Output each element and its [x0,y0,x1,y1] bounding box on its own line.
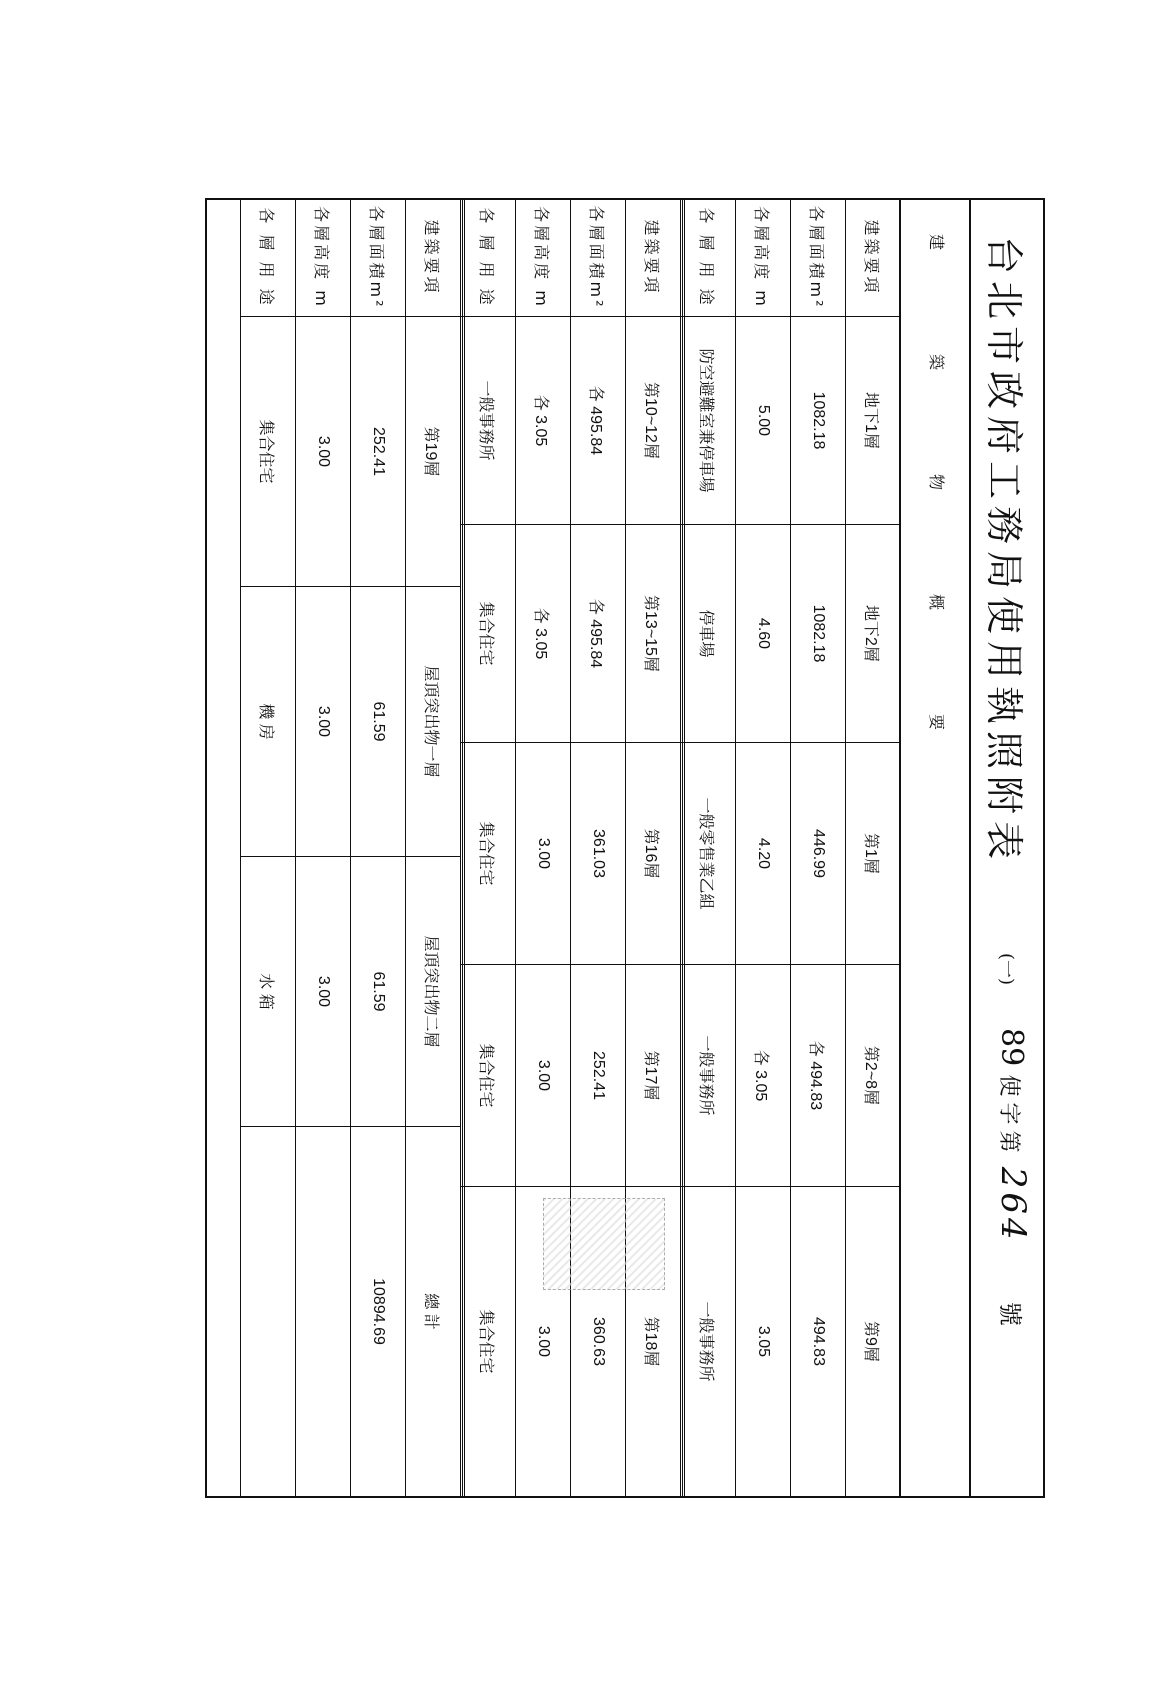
license-word: 使字第 [996,1074,1021,1159]
table-cell: 446.99 [791,743,846,965]
table-cell: 一般事務所 [461,317,516,525]
table-cell: 防空避難室兼停車場 [681,317,736,525]
table-cell: 252.41 [571,965,626,1187]
row-header: 各層面積m² [791,199,846,317]
table-cell: 各 3.05 [736,965,791,1187]
row-header: 各層面積m² [571,199,626,317]
table-cell: 3.00 [296,317,351,587]
row-header: 各 層 用 途 [461,199,516,317]
table-row [736,199,791,1497]
license-suffix: 號 [996,1301,1024,1326]
table-cell: 1082.18 [791,525,846,743]
floors-table-2 [460,198,681,1497]
table-cell: 停車場 [681,525,736,743]
table-cell: 地下2層 [846,525,901,743]
table-cell [296,1127,351,1497]
table-cell: 集合住宅 [461,525,516,743]
table-cell: 第2~8層 [846,965,901,1187]
table-cell: 3.05 [736,1187,791,1497]
table-cell: 各 495.84 [571,317,626,525]
row-header: 各層面積m² [351,199,406,317]
section-label [899,198,971,1498]
document-subtitle: (一) [996,953,1017,986]
table-row [571,199,626,1497]
row-header: 各 層 用 途 [681,199,736,317]
table-cell: 各 3.05 [516,317,571,525]
section-label-char: 概 [927,594,946,611]
row-header: 各 層 用 途 [241,199,296,317]
table-cell: 3.00 [516,965,571,1187]
table-separator [462,198,465,1498]
table-cell: 一般事務所 [681,1187,736,1497]
section-label-char: 物 [927,474,946,491]
table-cell: 第19層 [406,317,461,587]
table-cell: 集合住宅 [461,1187,516,1497]
table-cell: 61.59 [351,857,406,1127]
table-cell: 一般事務所 [681,965,736,1187]
table-cell: 一般零售業乙組 [681,743,736,965]
table-cell: 3.00 [516,743,571,965]
table-cell: 集合住宅 [241,317,296,587]
license-number [993,1028,1033,1326]
table-cell: 屋頂突出物一層 [406,587,461,857]
table-cell: 5.00 [736,317,791,525]
license-serial: 264 [993,1166,1033,1244]
table-cell: 3.00 [296,587,351,857]
floors-table-3 [240,198,461,1497]
table-row [846,199,901,1497]
table-cell: 252.41 [351,317,406,587]
table-cell: 第17層 [626,965,681,1187]
table-cell: 機 房 [241,587,296,857]
section-label-char: 要 [927,714,946,731]
section-label-char: 築 [927,354,946,371]
row-header: 建築要項 [406,199,461,317]
section-label-char: 建 [927,234,946,251]
table-cell: 1082.18 [791,317,846,525]
table-cell: 水 箱 [241,857,296,1127]
row-header: 建築要項 [626,199,681,317]
table-cell: 第13~15層 [626,525,681,743]
table-cell: 360.63 [571,1187,626,1497]
table-row [626,199,681,1497]
table-row [791,199,846,1497]
table-cell: 361.03 [571,743,626,965]
official-seal-stamp [543,1198,665,1290]
table-cell: 第10~12層 [626,317,681,525]
table-cell: 第18層 [626,1187,681,1497]
table-cell: 集合住宅 [461,965,516,1187]
table-cell: 第16層 [626,743,681,965]
row-header: 各層高度 m [296,199,351,317]
table-cell: 總 計 [406,1127,461,1497]
table-cell: 各 495.84 [571,525,626,743]
table-row [681,199,736,1497]
table-cell: 集合住宅 [461,743,516,965]
license-year: 89 [994,1028,1029,1067]
table-cell: 3.00 [516,1187,571,1497]
table-cell: 地下1層 [846,317,901,525]
table-cell [241,1127,296,1497]
document-title: 台北市政府工務局使用執照附表 [982,236,1026,867]
table-row [351,199,406,1497]
floors-table-1 [680,198,901,1497]
row-header: 各層高度 m [736,199,791,317]
table-cell: 494.83 [791,1187,846,1497]
table-cell: 3.00 [296,857,351,1127]
table-row [241,199,296,1497]
row-header: 各層高度 m [516,199,571,317]
license-attachment-table [205,198,1045,1498]
table-row [406,199,461,1497]
table-row [296,199,351,1497]
title-strip [969,198,1045,1498]
table-cell: 各 494.83 [791,965,846,1187]
table-cell: 4.20 [736,743,791,965]
table-cell: 61.59 [351,587,406,857]
table-row [461,199,516,1497]
table-cell: 各 3.05 [516,525,571,743]
table-cell: 第9層 [846,1187,901,1497]
table-row [516,199,571,1497]
table-cell: 屋頂突出物二層 [406,857,461,1127]
row-header: 建築要項 [846,199,901,317]
table-cell: 4.60 [736,525,791,743]
table-separator [682,198,685,1498]
table-cell: 第1層 [846,743,901,965]
table-cell: 10894.69 [351,1127,406,1497]
